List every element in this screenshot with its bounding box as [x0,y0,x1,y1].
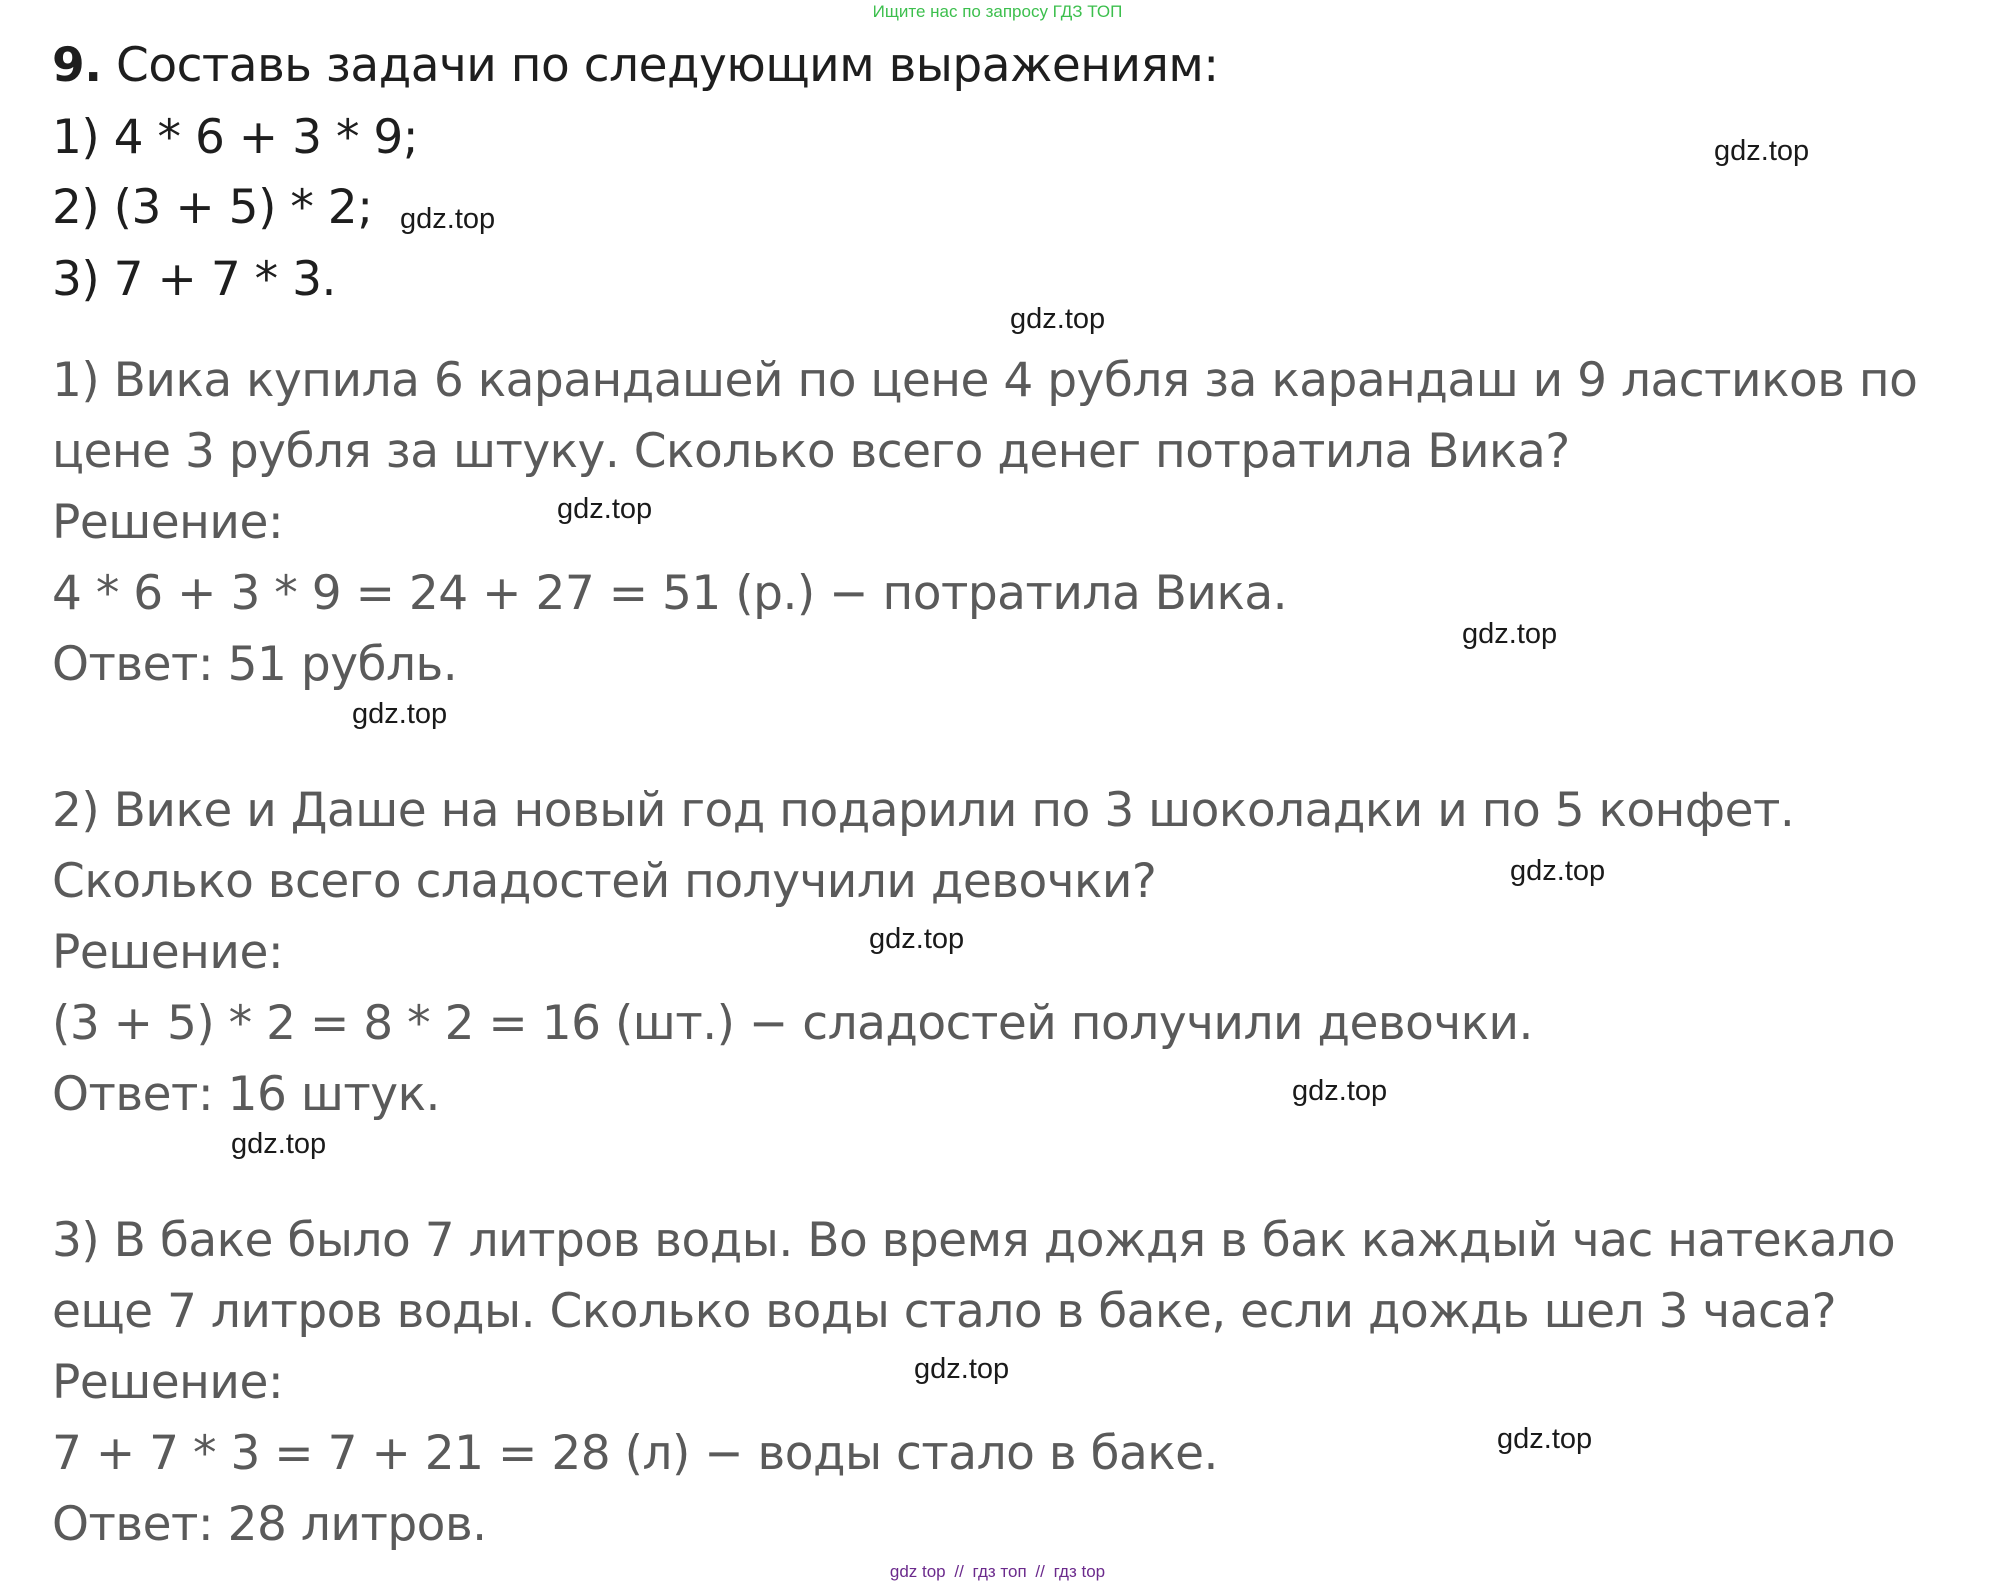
problem-text-line: еще 7 литров воды. Сколько воды стало в баке, если дождь шел 3 часа? [52,1284,1837,1339]
watermark: gdz.top [1292,1075,1388,1107]
expression-2: 2) (3 + 5) * 2; [52,180,373,235]
site-banner: Ищите нас по запросу ГДЗ ТОП [872,2,1123,21]
footer-link[interactable]: гдз топ [972,1562,1027,1581]
watermark: gdz.top [400,203,496,235]
problem-text-line: 3) В баке было 7 литров воды. Во время дождя в бак каждый час натекало [52,1213,1896,1268]
watermark: gdz.top [1010,303,1106,335]
task-heading [52,38,1219,93]
solution-label: Решение: [52,925,284,980]
watermark: gdz.top [914,1353,1010,1385]
solution-label: Решение: [52,1355,284,1410]
problem-text-line: 1) Вика купила 6 карандашей по цене 4 рубля за карандаш и 9 ластиков по [52,353,1918,408]
answer-text: Ответ: 51 рубль. [52,637,458,692]
watermark: gdz.top [1510,855,1606,887]
watermark: gdz.top [352,698,448,730]
watermark: gdz.top [1462,618,1558,650]
footer-link[interactable]: гдз top [1053,1562,1106,1581]
problem-text-line: цене 3 рубля за штуку. Сколько всего денег потратила Вика? [52,424,1570,479]
footer-separator: // [1035,1562,1045,1581]
watermark: gdz.top [869,923,965,955]
answer-text: Ответ: 28 литров. [52,1497,487,1552]
task-title: Составь задачи по следующим выражениям: [101,38,1219,93]
solution-calculation: (3 + 5) * 2 = 8 * 2 = 16 (шт.) − сладостей получили девочки. [52,996,1533,1051]
solution-calculation: 7 + 7 * 3 = 7 + 21 = 28 (л) − воды стало в баке. [52,1426,1218,1481]
answer-text: Ответ: 16 штук. [52,1067,440,1122]
expression-3: 3) 7 + 7 * 3. [52,252,336,307]
expression-1: 1) 4 * 6 + 3 * 9; [52,110,419,165]
solution-label: Решение: [52,495,284,550]
problem-text-line: Сколько всего сладостей получили девочки? [52,854,1157,909]
footer-separator: // [954,1562,964,1581]
watermark: gdz.top [1497,1423,1593,1455]
problem-text-line: 2) Вике и Даше на новый год подарили по 3 шоколадки и по 5 конфет. [52,783,1795,838]
watermark: gdz.top [231,1128,327,1160]
watermark: gdz.top [1714,135,1810,167]
task-number: 9. [52,38,102,93]
watermark: gdz.top [557,493,653,525]
solution-calculation: 4 * 6 + 3 * 9 = 24 + 27 = 51 (р.) − потратила Вика. [52,566,1288,621]
footer-link[interactable]: gdz top [889,1562,946,1581]
